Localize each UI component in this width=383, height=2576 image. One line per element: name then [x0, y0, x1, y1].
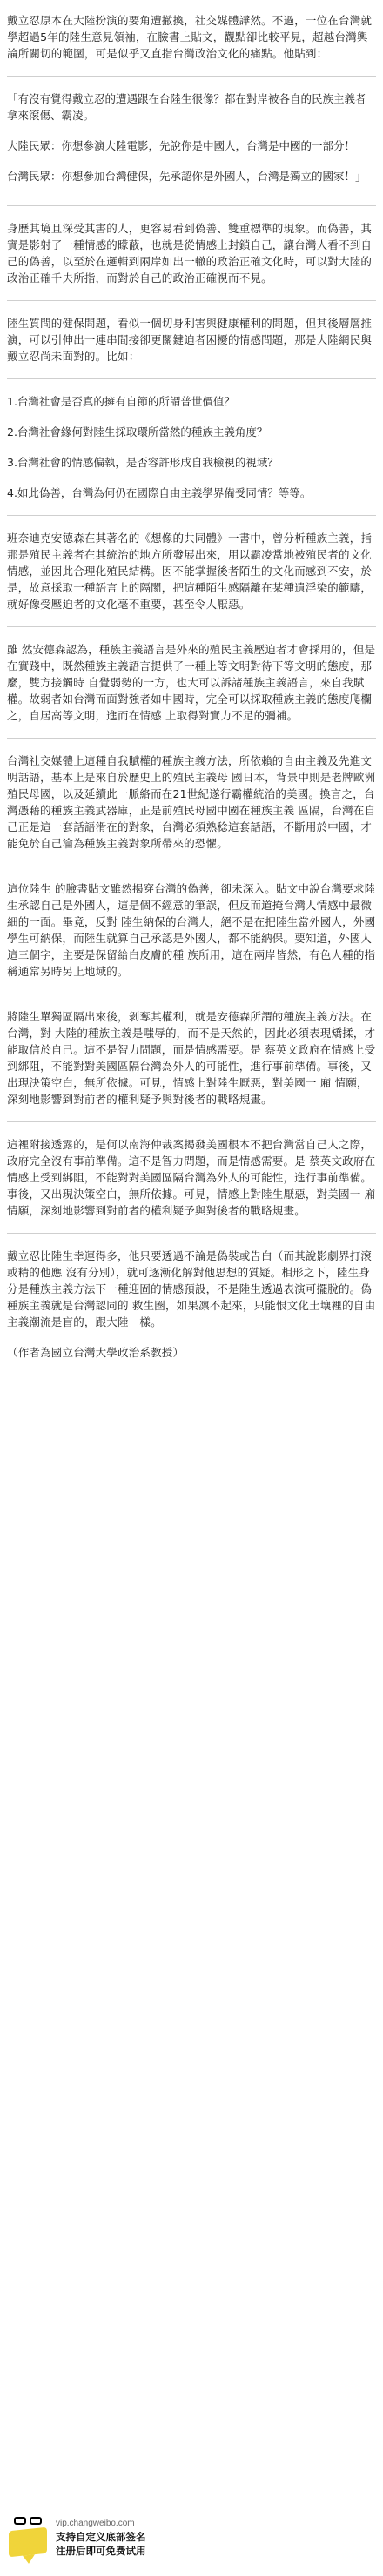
quote-line: 台灣民眾：你想參加台灣健保，先承認你是外國人，台灣是獨立的國家！」 [7, 170, 366, 183]
intro-paragraph: 戴立忍原本在大陸扮演的要角遭撤換，社交媒體譁然。不過，一位在台灣就學超過5年的陸生意見領袖，在臉書上貼文，觀點卻比較平見，超越台灣輿論所關切的範圍，可是似乎又直指台灣政治文化的痛點。他貼到： [7, 14, 373, 60]
list-item: 4.如此偽善，台灣為何仍在國際自由主義學界備受同情？等等。 [7, 486, 312, 499]
divider [7, 378, 376, 379]
body-paragraph: 這裡附接透露的，是何以南海仲裁案揭發美國根本不把台灣當自己人之際，政府完全沒有事前準備。這不是智力問題，而是情感需要。是 蔡英文政府在情感上受到綁阻，不能對對美國區隔台灣為外人的可能性，進行事前準備。事後，又出現決策空白，無所依據。可見，情感上對陸生厭惡，對美國一 廂 情願，深刻地影響到對前者的權利疑予與對後者的戰略規畫。 [7, 1138, 376, 1217]
list-item: 2.台灣社會緣何對陸生採取環所當然的種族主義角度？ [7, 425, 268, 438]
footer-url[interactable]: vip.changweibo.com [56, 2519, 135, 2528]
body-paragraph: 陸生質問的健保問題，看似一個切身利害與健康權利的問題，但其後層層推演，可以引伸出一連串間接卻更關鍵迫者困擾的情感問題，那是大陸網民與戴立忍尚未面對的。比如： [7, 317, 373, 363]
divider [7, 626, 376, 627]
quote-block [7, 90, 376, 184]
footer-line: 注册后即可免费试用 [56, 2545, 146, 2557]
divider [7, 300, 376, 301]
footer-line: 支持自定义底部签名 [56, 2531, 146, 2543]
body-paragraph: 雖 然安德森認為，種族主義語言是外來的殖民主義壓迫者才會採用的，但是在實踐中，既然種族主義語言提供了一種上等文明對待下等文明的態度，那麼，雙方接觸時 自覺弱勢的一方，也大可以訴諸種族主義語言，來自我賦權。故弱者如台灣而面對強者如中國時，完全可以採取種族主義的態度爬欄之，自居高等文明，進而在情感 上取得對實力不足的彌補。 [7, 643, 376, 722]
question-list [7, 393, 376, 501]
author-note: （作者為國立台灣大學政治系教授） [7, 1346, 185, 1359]
body-paragraph: 台灣社交媒體上這種自我賦權的種族主義方法，所依賴的自由主義及先進文明話語，基本上是來自於歷史上的殖民主義母 國日本，背景中則是老牌歐洲殖民母國，以及延續此一脈絡而在21世紀遂行霸權統治的美國。換言之，台灣憑藉的種族主義武器庫，正是前殖民母國中國在種族主義 區隔，台灣在自己正是這一套話語滑在的對象，台灣必須熟稔這套話語，不斷用於中國，才能免於自己淪為種族主義對象所帶來的恐懼。 [7, 754, 376, 850]
signature-footer[interactable] [7, 2510, 155, 2566]
divider [7, 205, 376, 206]
list-item: 1.台灣社會是否真的擁有自節的所謂普世價值？ [7, 395, 235, 408]
quote-line: 大陸民眾：你想參演大陸電影，先說你是中國人，台灣是中國的一部分！ [7, 139, 356, 152]
divider [7, 1233, 376, 1234]
changweibo-logo-icon [7, 2513, 50, 2562]
divider [7, 738, 376, 739]
body-paragraph: 這位陸生 的臉書貼文雖然揭穿台灣的偽善，卻未深入。貼文中說台灣要求陸生承認自己是外國人，這是個不經意的筆誤，但反而道掩台灣人情感中最微細的一面。畢竟，反對 陸生納保的台灣人，絕不是在把陸生當外國人，外國學生可納保，而陸生就算自己承認是外國人，都不能納保。要知道，外國人這三個字，主要是保留給白皮膚的種 族所用，這在兩岸皆然，有色人種的指稱通常另時另上地域的。 [7, 882, 376, 978]
body-paragraph: 將陸生單獨區隔出來後，剝奪其權利，就是安德森所謂的種族主義方法。在台灣，對 大陸的種族主義是嗤辱的，而不是天然的，因此必須表現矯揉，才能取信於自己。這不是智力問題，而是情感需要。是 蔡英文政府在情感上受到綁阻，不能對對美國區隔台灣為外人的可能性，進行事前準備。事後，又出現決策空白，無所依據。可見，情感上對陸生厭惡，對美國一 廂 情願，深刻地影響到對前者的權利疑予與對後者的戰略規畫。 [7, 1010, 376, 1106]
divider [7, 1121, 376, 1122]
divider [7, 515, 376, 516]
body-paragraph: 戴立忍比陸生幸運得多，他只要透過不論是偽裝或告白（而其說影劇界打滾或精的他應 沒有分別），就可逐漸化解對他思想的質疑。相形之下，陸生身分是種族主義方法下一種迎固的情感預設，不是陸生透過表演可擺脫的。偽種族主義就是台灣認同的 救生圈，如果凛不起來，只能恨文化土壤裡的自由主義潮流是盲的，跟大陸一樣。 [7, 1249, 376, 1328]
divider [7, 76, 376, 77]
body-paragraph: 班奈迪克安德森在其著名的《想像的共同體》一書中，曾分析種族主義，指那是殖民主義者在其統治的地方所發展出來，用以霸凌當地被殖民者的文化情感，並因此合理化殖民結構。因不能掌握後者陌生的文化而感到不安，於是，故意採取一種語言上的隔閡，把這種陌生感隔離在某種遺浮染的範疇，就好像受壓迫者的文化毫不重要，甚至令人厭惡。 [7, 532, 373, 611]
quote-line: 「有沒有覺得戴立忍的遭遇跟在台陸生很像？都在對岸被各自的民族主義者拿來滾傷、霸凌。 [7, 92, 366, 122]
list-item: 3.台灣社會的情感偏執，是否容許形成自我檢視的視域？ [7, 456, 279, 469]
body-paragraph: 身歷其境且深受其害的人，更容易看到偽善、雙重標準的現象。而偽善，其實是影射了一種情感的矇蔽，也就是從情感上封鎖自己，讓台灣人看不到自己的偽善，以至於在邏輯到兩岸如出一轍的政治正確文化時，可以對大陸的政治正確千夫所指，而對於自己的政治正確視而不見。 [7, 222, 373, 284]
